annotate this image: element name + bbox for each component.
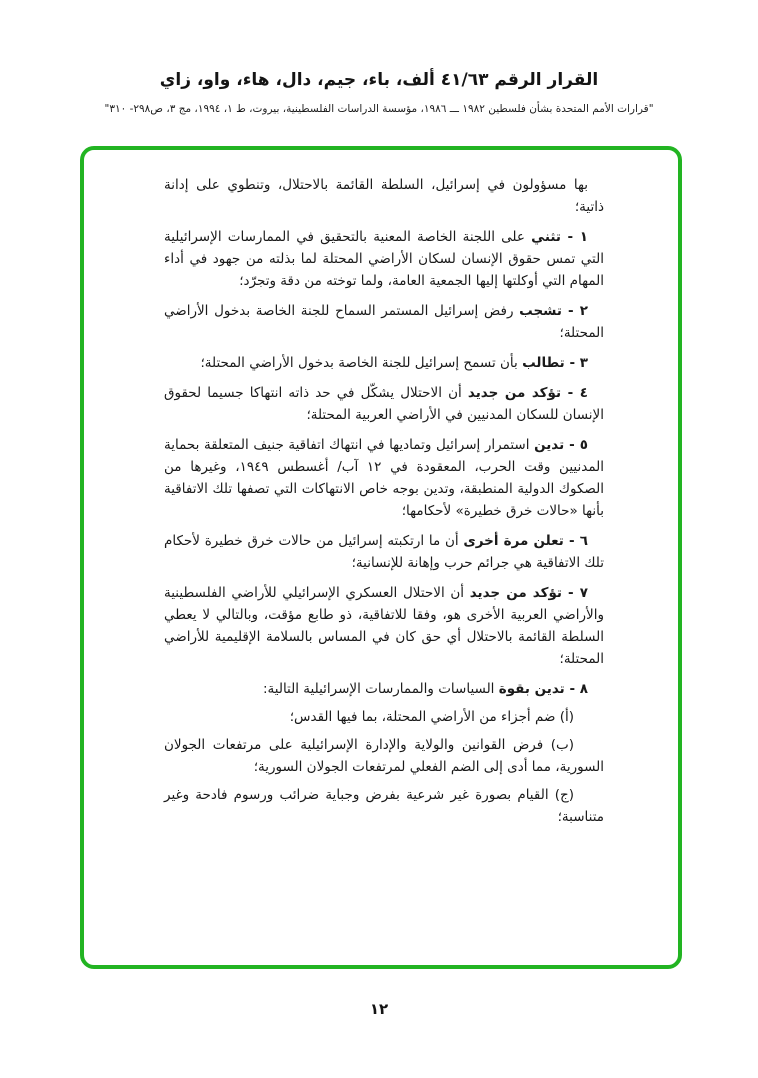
page-footer [0, 999, 758, 1018]
clause-text: ضم أجزاء من الأراضي المحتلة، بما فيها القدس؛ [289, 709, 556, 725]
clause-text: السياسات والممارسات الإسرائيلية التالية: [262, 681, 495, 697]
sub-clause-lead: (أ) [559, 709, 574, 725]
sub-clause-c [164, 784, 604, 828]
source-citation-line: "قرارات الأمم المتحدة بشأن فلسطين ١٩٨٢ ـــ ١٩٨٦، مؤسسة الدراسات الفلسطينية، بيروت، ط ١، ١٩٩٤، مج ٣، ص٢٩٨- ٣١٠" [104, 103, 654, 115]
clause-text: استمرار إسرائيل وتماديها في انتهاك اتفاقية جنيف المتعلقة بحماية المدنيين وقت الحرب، المعقودة في ١٢ آب/ أغسطس ١٩٤٩، وغيرها من الصكوك الدولية المنطبقة، وتدين بوجه خاص الانتهاكات التي تصفها تلك الاتفاقية بأنها «حالات خرق خطيرة» لأحكامها؛ [164, 437, 604, 519]
continuation-paragraph [164, 174, 604, 218]
resolution-clause-2 [164, 300, 604, 344]
resolution-clause-7 [164, 582, 604, 670]
sub-clause-lead: (ب) [550, 737, 575, 753]
page-number: ١٢ [369, 1000, 389, 1018]
clause-text: رفض إسرائيل المستمر السماح للجنة الخاصة بدخول الأراضي المحتلة؛ [164, 303, 604, 341]
clause-text: فرض القوانين والولاية والإدارة الإسرائيلية على مرتفعات الجولان السورية، مما أدى إلى الضم الفعلي لمرتفعات الجولان السورية؛ [164, 737, 604, 775]
resolution-clause-1 [164, 226, 604, 292]
resolution-clause-8 [164, 678, 604, 700]
clause-lead: ٧ - تؤكد من جديد [469, 585, 588, 601]
clause-lead: ٣ - تطالب [522, 355, 588, 371]
clause-lead: ٢ - تشجب [519, 303, 588, 319]
body-text [164, 174, 604, 828]
sub-clause-b [164, 734, 604, 778]
clause-text: بها مسؤولون في إسرائيل، السلطة القائمة بالاحتلال، وتنطوي على إدانة ذاتية؛ [164, 177, 604, 215]
content-frame [80, 146, 682, 969]
resolution-clause-3 [164, 352, 604, 374]
resolution-clause-6 [164, 530, 604, 574]
clause-text: القيام بصورة غير شرعية بفرض وجباية ضرائب ورسوم فادحة وغير متناسبة؛ [164, 787, 604, 825]
resolution-clause-4 [164, 382, 604, 426]
clause-text: بأن تسمح إسرائيل للجنة الخاصة بدخول الأراضي المحتلة؛ [200, 355, 518, 371]
clause-text: أن الاحتلال العسكري الإسرائيلي للأراضي الفلسطينية والأراضي العربية الأخرى هو، وفقا للاتفاقية، ذو طابع مؤقت، وبالتالي لا يعطي السلطة القائمة بالاحتلال أي حق كان في المساس بالسلامة الإقليمية للأراضي المحتلة؛ [164, 585, 604, 667]
clause-lead: ٤ - تؤكد من جديد [467, 385, 588, 401]
clause-text: أن الاحتلال يشكّل في حد ذاته انتهاكا جسيما لحقوق الإنسان للسكان المدنيين في الأراضي العربية المحتلة؛ [164, 385, 604, 423]
clause-lead: ٥ - تدين [534, 437, 588, 453]
clause-lead: ٦ - تعلن مرة أخرى [463, 533, 588, 549]
sub-clause-lead: (ج) [554, 787, 575, 803]
resolution-clause-5 [164, 434, 604, 522]
sub-clause-a [164, 706, 604, 728]
document-title: القرار الرقم ٤١/٦٣ ألف، باء، جيم، دال، هاء، واو، زاي [159, 70, 599, 90]
clause-text: على اللجنة الخاصة المعنية بالتحقيق في الممارسات الإسرائيلية التي تمس حقوق الإنسان لسكان الأراضي المحتلة لما بذلته من جهود في أداء المهام التي أوكلتها إليها الجمعية العامة، ولما توخته من دقة وتجرّد؛ [164, 229, 604, 289]
clause-lead: ٨ - تدين بقوة [498, 681, 588, 697]
clause-text: أن ما ارتكبته إسرائيل من حالات خرق خطيرة لأحكام تلك الاتفاقية هي جرائم حرب وإهانة للإنسانية؛ [164, 533, 604, 571]
clause-lead: ١ - تثني [531, 229, 588, 245]
document-header [0, 70, 758, 115]
